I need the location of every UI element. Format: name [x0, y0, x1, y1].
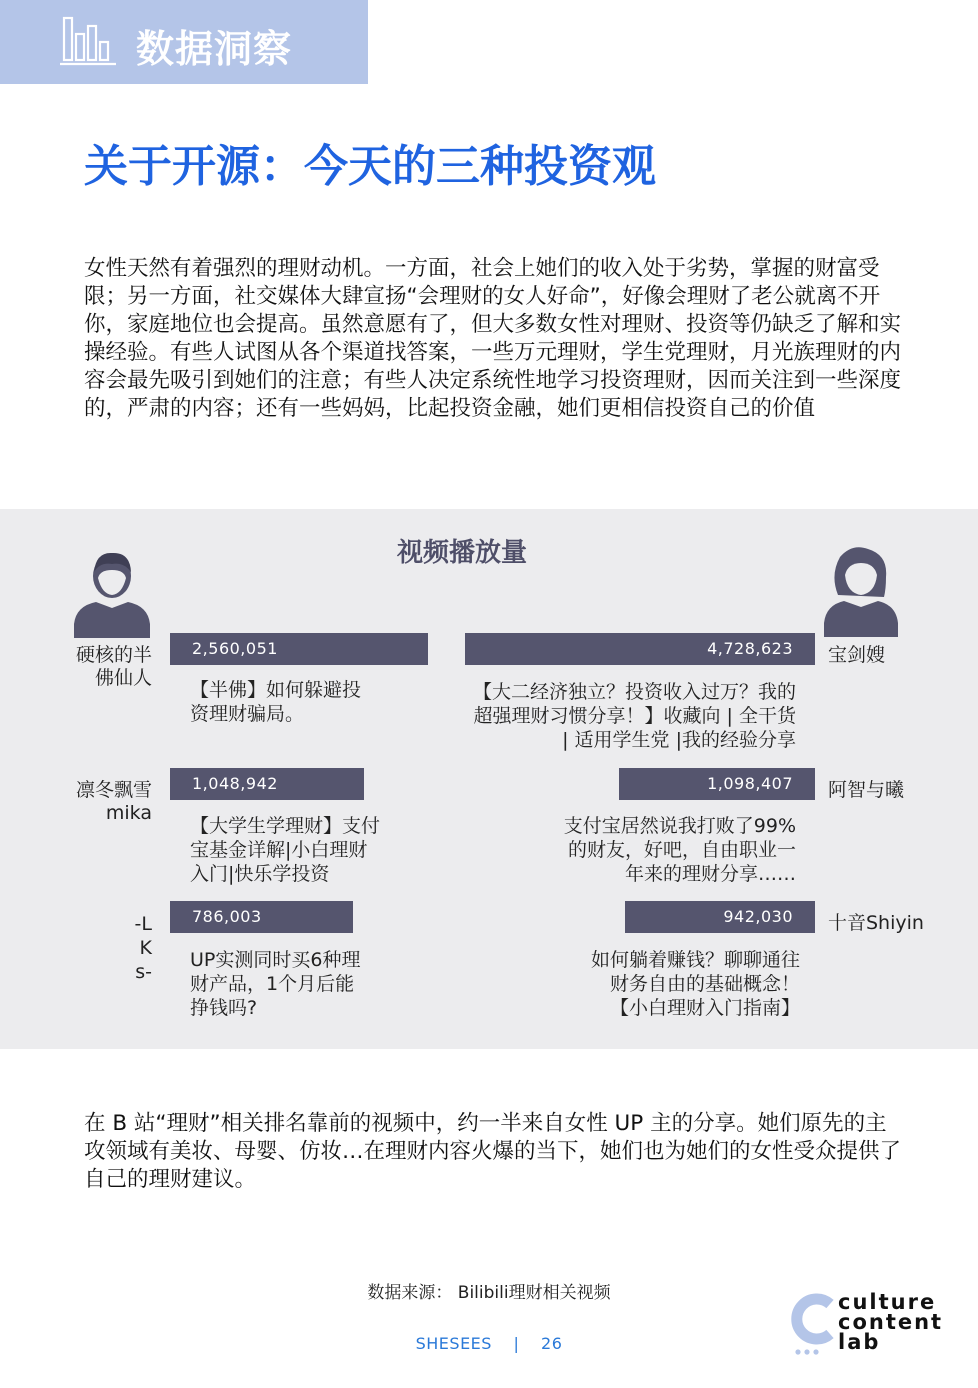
uploader-name: 宝剑嫂 [828, 644, 886, 666]
view-count-bar: 942,030 [625, 901, 815, 933]
conclusion-paragraph: 在 B 站“理财”相关排名靠前的视频中，约一半来自女性 UP 主的分享。她们原先的主攻领域有美妆、母婴、仿妆…在理财内容火爆的当下，她们也为她们的女性受众提供了自己的理财建议。 [84, 1111, 902, 1192]
video-title: 【大学生学理财】支付宝基金详解|小白理财入门|快乐学投资 [190, 815, 381, 885]
section-header [0, 0, 368, 84]
view-count-bar: 786,003 [170, 901, 353, 933]
male-user-icon [72, 548, 152, 638]
video-title: 支付宝居然说我打败了99%的财友，好吧，自由职业一年来的理财分享…… [563, 815, 796, 885]
view-count-bar: 1,048,942 [170, 768, 364, 800]
video-title: 【半佛】如何躲避投资理财骗局。 [190, 679, 362, 725]
video-title: 如何躺着赚钱？聊聊通往财务自由的基础概念！【小白理财入门指南】 [590, 949, 800, 1019]
uploader-name: -LKs- [134, 913, 152, 983]
video-title: 【大二经济独立？投资收入过万？我的超强理财习惯分享！】收藏向 | 全干货 | 适用学生党 |我的经验分享 [472, 681, 796, 751]
view-count-bar: 2,560,051 [170, 633, 428, 665]
uploader-name: 硬核的半佛仙人 [75, 644, 152, 689]
footer-separator: | [513, 1334, 520, 1353]
female-user-icon [822, 545, 900, 637]
chart-title: 视频播放量 [396, 538, 527, 568]
data-source-note: 数据来源： Bilibili理财相关视频 [367, 1283, 611, 1303]
uploader-name: 阿智与曦 [828, 779, 905, 801]
bar-chart-icon [60, 12, 116, 68]
view-count-bar: 4,728,623 [465, 633, 815, 665]
uploader-name: 凛冬飘雪mika [75, 779, 152, 824]
logo-wordmark: culture content lab [838, 1290, 944, 1354]
page-title: 关于开源：今天的三种投资观 [84, 141, 656, 192]
video-title: UP实测同时买6种理财产品，1个月后能挣钱吗? [190, 949, 361, 1019]
page-number: 26 [541, 1334, 563, 1353]
section-title: 数据洞察 [136, 27, 293, 71]
view-count-bar: 1,098,407 [619, 768, 815, 800]
publisher-name: SHESEES [415, 1334, 492, 1353]
intro-paragraph: 女性天然有着强烈的理财动机。一方面，社会上她们的收入处于劣势，掌握的财富受限；另一方面，社交媒体大肆宣扬“会理财的女人好命”，好像会理财了老公就离不开你，家庭地位也会提高。虽然意愿有了，但大多数女性对理财、投资等仍缺乏了解和实操经验。有些人试图从各个渠道找答案，一些万元理财，学生党理财，月光族理财的内容会最先吸引到她们的注意；有些人决定系统性地学习投资理财，因而关注到一些深度的，严肃的内容；还有一些妈妈，比起投资金融，她们更相信投资自己的价值 [84, 256, 902, 421]
uploader-name: 十音Shiyin [828, 912, 924, 934]
